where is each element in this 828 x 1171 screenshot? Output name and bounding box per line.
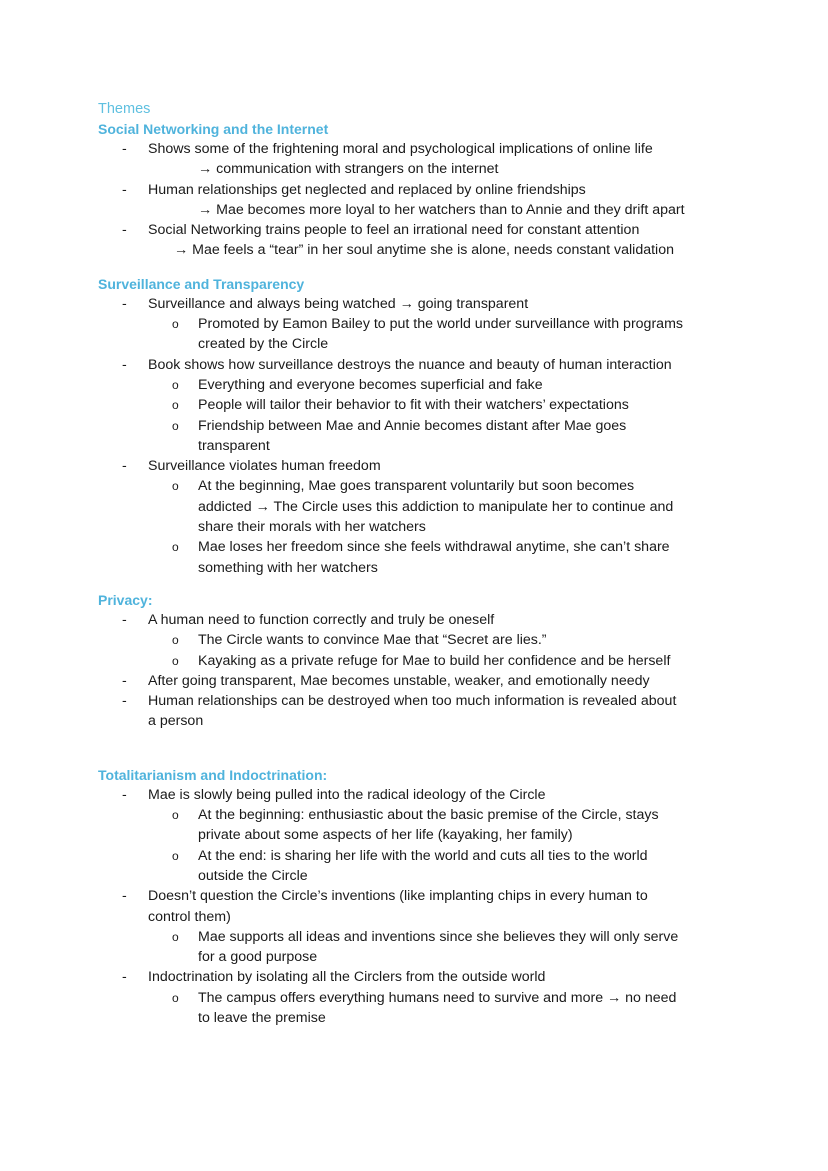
dash-bullet: - — [122, 141, 127, 157]
document-page — [98, 99, 788, 1028]
sub-bullet-continuation: addicted → The Circle uses this addiction to manipulate her to continue and — [198, 498, 674, 515]
bullet-item: - After going transparent, Mae becomes unstable, weaker, and emotionally needy — [98, 671, 788, 691]
bullet-item: - Surveillance and always being watched → going transparent — [98, 294, 788, 314]
circle-bullet: o — [172, 990, 179, 1005]
sub-bullet-item: o Kayaking as a private refuge for Mae to build her confidence and be herself — [98, 651, 788, 671]
bullet-item: - Human relationships get neglected and replaced by online friendships — [98, 180, 788, 200]
bullet-item: - Surveillance violates human freedom — [98, 456, 788, 476]
bullet-item: - A human need to function correctly and truly be oneself — [98, 610, 788, 630]
sub-bullet-item: o Friendship between Mae and Annie becomes distant after Mae goes — [98, 416, 788, 436]
bullet-item: - Shows some of the frightening moral and psychological implications of online life — [98, 139, 788, 159]
sub-bullet-item: o Mae loses her freedom since she feels withdrawal anytime, she can’t share — [98, 537, 788, 557]
sub-bullet-item: o Promoted by Eamon Bailey to put the world under surveillance with programs — [98, 314, 788, 334]
bullet-item: - Mae is slowly being pulled into the radical ideology of the Circle — [98, 785, 788, 805]
bullet-continuation: a person — [148, 713, 204, 730]
sub-bullet-continuation: created by the Circle — [198, 336, 329, 353]
arrow-subline: → Mae becomes more loyal to her watchers than to Annie and they drift apart — [198, 201, 685, 218]
bullet-item: - Book shows how surveillance destroys the nuance and beauty of human interaction — [98, 355, 788, 375]
sub-bullet-continuation: outside the Circle — [198, 867, 308, 884]
dash-bullet: - — [122, 672, 127, 689]
dash-bullet: - — [122, 181, 127, 198]
circle-bullet: o — [172, 848, 179, 863]
page-title: Themes — [98, 101, 151, 117]
sub-bullet-continuation: private about some aspects of her life (kayaking, her family) — [198, 827, 573, 844]
arrow-subline: → communication with strangers on the internet — [198, 161, 499, 178]
sub-bullet-item: o At the beginning: enthusiastic about the basic premise of the Circle, stays — [98, 805, 788, 825]
arrow-subline: → Mae feels a “tear” in her soul anytime she is alone, needs constant validation — [174, 242, 674, 259]
sub-bullet-item: o At the beginning, Mae goes transparent voluntarily but soon becomes — [98, 476, 788, 496]
bullet-item: - Indoctrination by isolating all the Circlers from the outside world — [98, 967, 788, 987]
circle-bullet: o — [172, 317, 179, 332]
dash-bullet: - — [122, 458, 127, 475]
bullet-item: - Human relationships can be destroyed when too much information is revealed about — [98, 691, 788, 711]
circle-bullet: o — [172, 479, 179, 494]
dash-bullet: - — [122, 888, 127, 905]
sub-bullet-continuation: for a good purpose — [198, 949, 318, 966]
dash-bullet: - — [122, 356, 127, 373]
circle-bullet: o — [172, 540, 179, 555]
sub-bullet-continuation: transparent — [198, 437, 270, 454]
circle-bullet: o — [172, 808, 179, 823]
sub-bullet-item: o The Circle wants to convince Mae that “Secret are lies.” — [98, 630, 788, 650]
bullet-item: - Doesn’t question the Circle’s inventions (like implanting chips in every human to — [98, 886, 788, 906]
circle-bullet: o — [172, 377, 179, 392]
sub-bullet-item: o At the end: is sharing her life with the world and cuts all ties to the world — [98, 846, 788, 866]
sub-bullet-continuation: share their morals with her watchers — [198, 519, 426, 536]
sub-bullet-item: o The campus offers everything humans need to survive and more → no need — [98, 988, 788, 1008]
dash-bullet: - — [122, 969, 127, 986]
sub-bullet-item: o People will tailor their behavior to fit with their watchers’ expectations — [98, 395, 788, 415]
circle-bullet: o — [172, 633, 179, 648]
bullet-continuation: control them) — [148, 908, 231, 925]
circle-bullet: o — [172, 653, 179, 668]
section-heading-surveillance: Surveillance and Transparency — [98, 275, 305, 292]
circle-bullet: o — [172, 418, 179, 433]
bullet-item: - Social Networking trains people to feel an irrational need for constant attention — [98, 220, 788, 240]
dash-bullet: - — [122, 222, 127, 239]
sub-bullet-item: o Everything and everyone becomes superficial and fake — [98, 375, 788, 395]
sub-bullet-continuation: to leave the premise — [198, 1009, 326, 1026]
section-heading-totalitarianism: Totalitarianism and Indoctrination: — [98, 766, 328, 783]
circle-bullet: o — [172, 929, 179, 944]
dash-bullet: - — [122, 693, 127, 710]
dash-bullet: - — [122, 295, 127, 312]
dash-bullet: - — [122, 786, 127, 803]
dash-bullet: - — [122, 611, 127, 628]
section-heading-privacy: Privacy: — [98, 591, 153, 608]
circle-bullet: o — [172, 398, 179, 413]
sub-bullet-continuation: something with her watchers — [198, 559, 378, 576]
section-heading-social-networking: Social Networking and the Internet — [98, 121, 329, 137]
sub-bullet-item: o Mae supports all ideas and inventions since she believes they will only serve — [98, 927, 788, 947]
